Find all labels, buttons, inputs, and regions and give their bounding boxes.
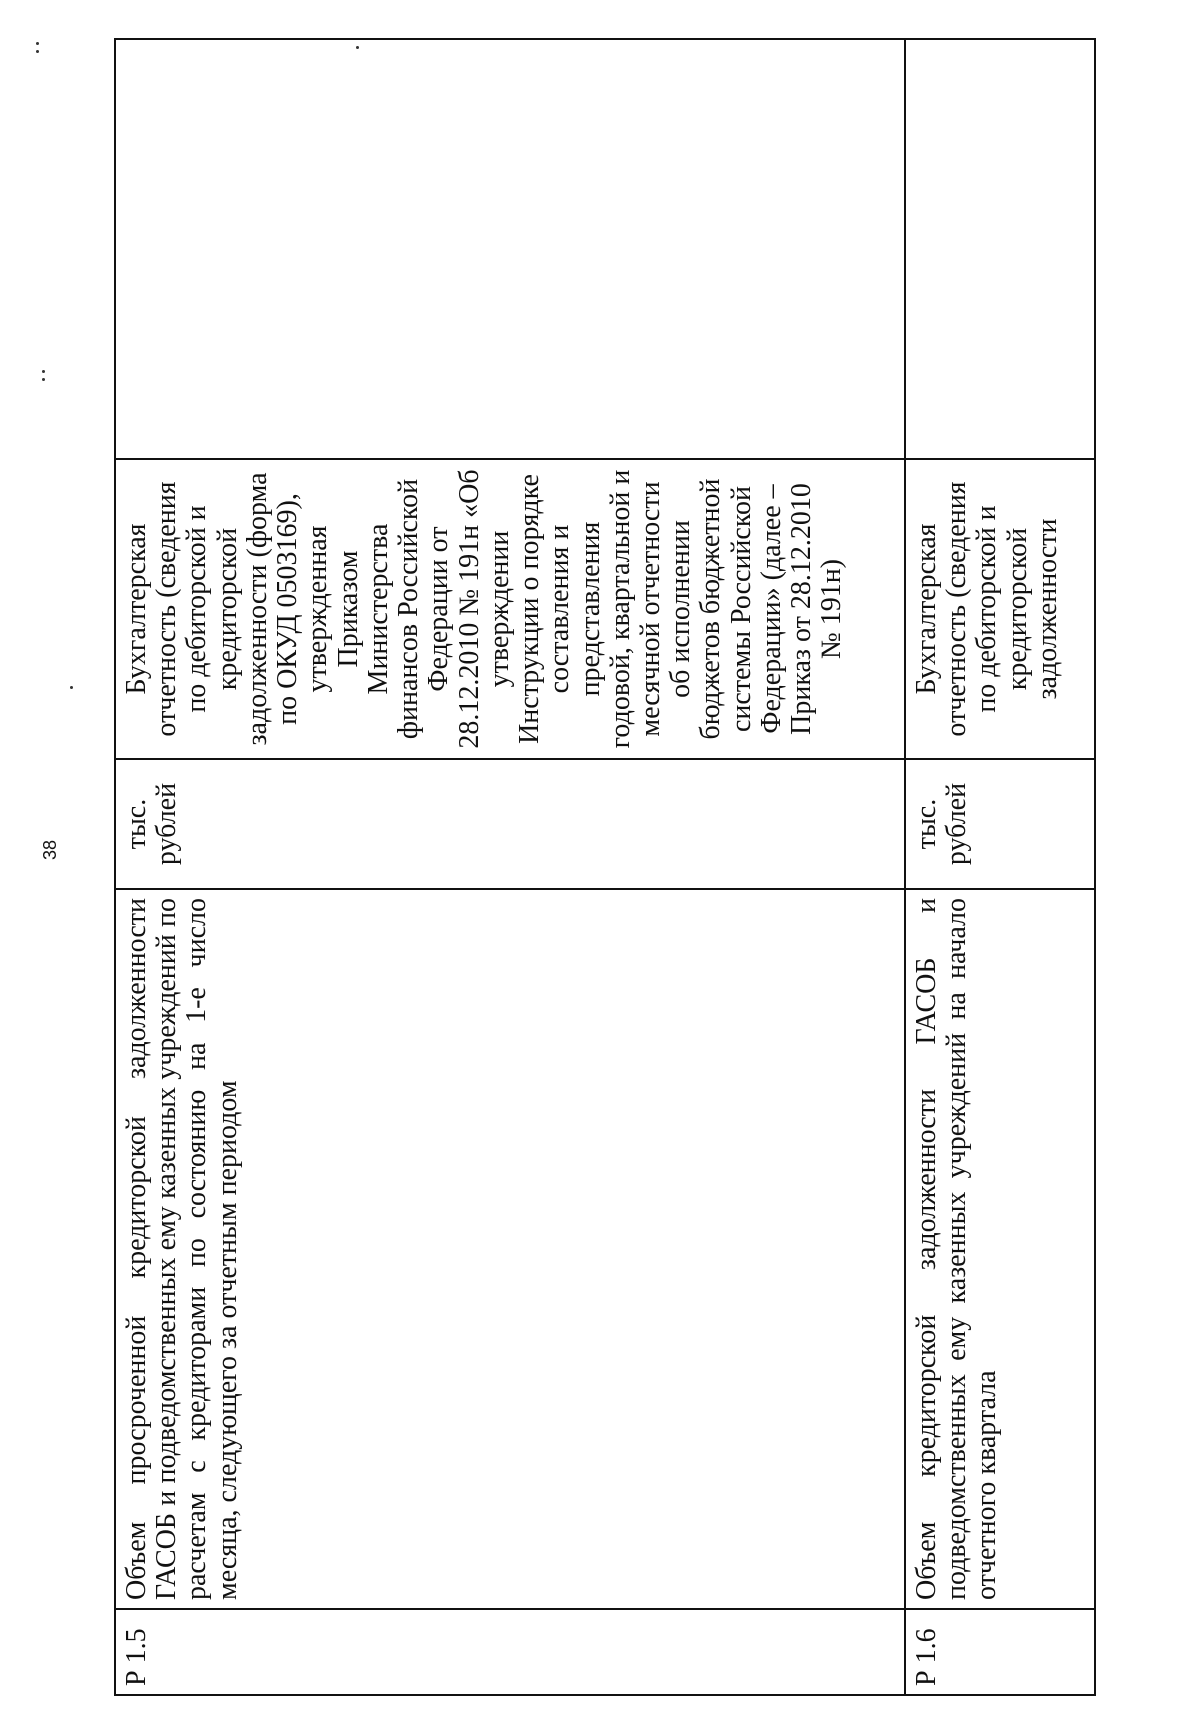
empty-cell bbox=[115, 39, 905, 459]
indicator-code: Р 1.5 bbox=[115, 1609, 905, 1695]
table-row bbox=[115, 39, 905, 1695]
scan-speck bbox=[42, 378, 45, 381]
rotated-table-container bbox=[114, 40, 1094, 1696]
page-number: 38 bbox=[40, 839, 60, 861]
data-source: Бухгалтерская отчетность (сведения по дебиторской и кредиторской задолженности (форма по ОКУД 0503169), утвержденная Приказом Министерства финансов Российской Федерации от 28.12.2010 № 191н «Об утверждении Инструкции о порядке составления и представления годовой, квартальной и месячной отчетности об исполнении бюджетов бюджетной системы Российской Федерации» (далее – Приказ от 28.12.2010 № 191н) bbox=[115, 459, 905, 759]
scan-speck bbox=[70, 686, 73, 689]
indicator-table bbox=[114, 38, 1096, 1696]
data-source: Бухгалтерская отчетность (сведения по дебиторской и кредиторской задолженности bbox=[905, 459, 1095, 759]
indicator-description: Объем просроченной кредиторской задолженности ГАСОБ и подведомственных ему казенных учреждений по расчетам с кредиторами по состоянию на 1-е число месяца, следующего за отчетным периодом bbox=[115, 889, 905, 1609]
scan-speck bbox=[36, 42, 39, 45]
table-row bbox=[905, 39, 1095, 1695]
scan-speck bbox=[42, 370, 45, 373]
indicator-code: Р 1.6 bbox=[905, 1609, 1095, 1695]
unit-of-measure: тыс. рублей bbox=[115, 759, 905, 889]
indicator-description: Объем кредиторской задолженности ГАСОБ и подведомственных ему казенных учреждений на начало отчетного квартала bbox=[905, 889, 1095, 1609]
scan-speck bbox=[36, 50, 39, 53]
empty-cell bbox=[905, 39, 1095, 459]
unit-of-measure: тыс. рублей bbox=[905, 759, 1095, 889]
